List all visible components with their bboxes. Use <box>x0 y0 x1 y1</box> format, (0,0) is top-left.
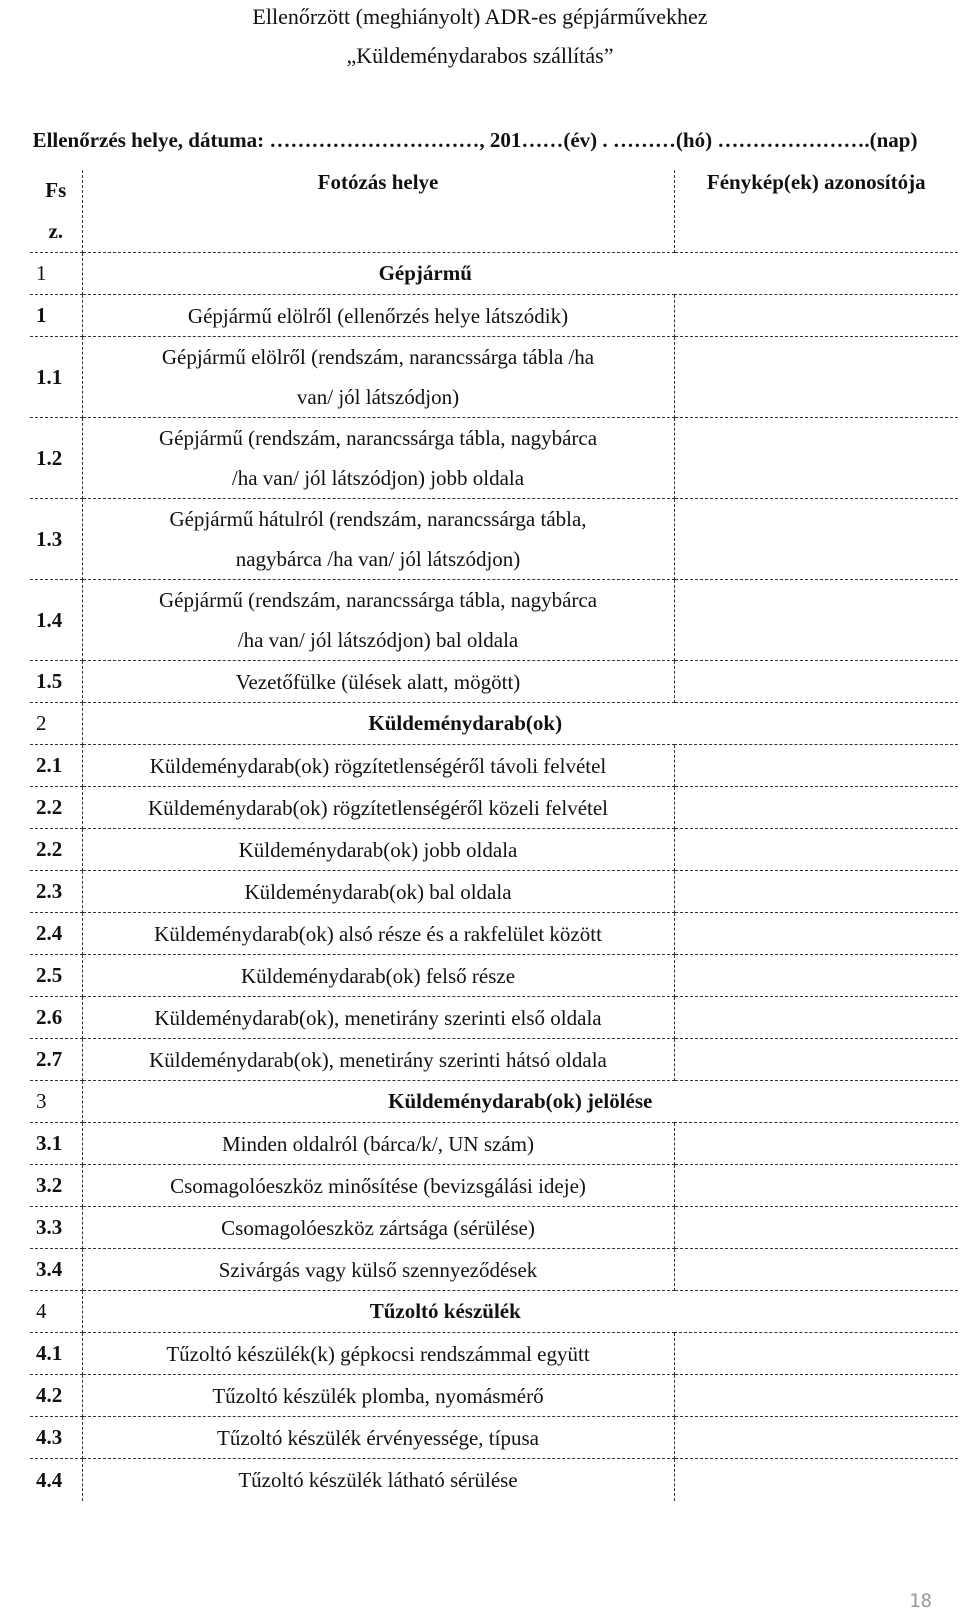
row-place-line1: Küldeménydarab(ok) rögzítetlenségéről távoli felvétel <box>149 753 607 778</box>
section-header-row <box>30 253 958 295</box>
section-title-cell: Gépjármű <box>82 253 958 295</box>
row-photo-id-cell <box>674 418 958 499</box>
row-place-cell <box>82 1333 674 1375</box>
document-title: Ellenőrzött (meghiányolt) ADR-es gépjárművekhez <box>252 4 708 29</box>
row-place-line1: Küldeménydarab(ok), menetirány szerinti hátsó oldala <box>149 1047 607 1072</box>
row-photo-id-cell <box>674 1249 958 1291</box>
row-place-line1: Küldeménydarab(ok) bal oldala <box>244 879 512 904</box>
header-photo-id-cell: Fénykép(ek) azonosítója <box>674 170 958 253</box>
section-number-cell: 2 <box>30 703 82 745</box>
row-number-cell: 2.1 <box>30 745 82 787</box>
row-place-line1: Tűzoltó készülék(k) gépkocsi rendszámmal együtt <box>166 1341 590 1366</box>
row-place-line1: Tűzoltó készülék érvényessége, típusa <box>217 1425 539 1450</box>
table-row <box>30 871 958 913</box>
row-place-cell <box>82 580 674 661</box>
row-place-line1: Gépjármű elölről (rendszám, narancssárga tábla /ha <box>161 345 595 369</box>
section-title-cell: Tűzoltó készülék <box>82 1291 958 1333</box>
row-photo-id-cell <box>674 499 958 580</box>
section-header-row <box>30 1081 958 1123</box>
row-photo-id-cell <box>674 1375 958 1417</box>
row-photo-id-cell <box>674 1333 958 1375</box>
row-number-cell: 1.3 <box>30 499 82 580</box>
row-place-line1: Csomagolóeszköz minősítése (bevizsgálási ideje) <box>170 1173 586 1198</box>
row-place-line1: Gépjármű (rendszám, narancssárga tábla, nagybárca <box>158 426 598 450</box>
row-place-cell <box>82 661 674 703</box>
table-row <box>30 745 958 787</box>
section-title-cell: Küldeménydarab(ok) <box>82 703 958 745</box>
row-number-cell: 1 <box>30 295 82 337</box>
row-photo-id-cell <box>674 745 958 787</box>
row-number-cell: 4.2 <box>30 1375 82 1417</box>
row-place-cell <box>82 418 674 499</box>
table-row <box>30 829 958 871</box>
table-row <box>30 1039 958 1081</box>
row-place-line2: /ha van/ jól látszódjon) bal oldala <box>237 628 519 652</box>
row-place-cell <box>82 871 674 913</box>
row-place-line1: Vezetőfülke (ülések alatt, mögött) <box>235 669 521 694</box>
row-photo-id-cell <box>674 1459 958 1502</box>
row-photo-id-cell <box>674 1123 958 1165</box>
row-place-line1: Küldeménydarab(ok) alsó része és a rakfelület között <box>154 921 602 946</box>
row-number-cell: 1.1 <box>30 337 82 418</box>
table-row <box>30 1165 958 1207</box>
row-place-cell <box>82 787 674 829</box>
row-place-line1: Minden oldalról (bárca/k/, UN szám) <box>222 1131 534 1156</box>
row-place-cell <box>82 1459 674 1502</box>
row-photo-id-cell <box>674 1207 958 1249</box>
row-place-cell <box>82 1039 674 1081</box>
table-row <box>30 580 958 661</box>
row-photo-id-cell <box>674 997 958 1039</box>
row-number-cell: 2.2 <box>30 829 82 871</box>
row-number-cell: 2.4 <box>30 913 82 955</box>
row-place-line1: Gépjármű hátulról (rendszám, narancssárga tábla, <box>169 507 587 531</box>
row-place-line1: Tűzoltó készülék látható sérülése <box>238 1468 518 1492</box>
row-number-cell: 1.4 <box>30 580 82 661</box>
section-title-cell: Küldeménydarab(ok) jelölése <box>82 1081 958 1123</box>
row-place-cell <box>82 829 674 871</box>
section-number-cell: 4 <box>30 1291 82 1333</box>
row-place-cell <box>82 1123 674 1165</box>
row-number-cell: 3.2 <box>30 1165 82 1207</box>
row-place-line2: /ha van/ jól látszódjon) jobb oldala <box>231 466 525 490</box>
table-row <box>30 418 958 499</box>
row-number-cell: 3.1 <box>30 1123 82 1165</box>
row-place-line1: Küldeménydarab(ok) felső része <box>240 963 516 988</box>
row-place-cell <box>82 997 674 1039</box>
row-place-cell <box>82 1249 674 1291</box>
row-place-line1: Küldeménydarab(ok) jobb oldala <box>238 837 518 862</box>
row-place-line1: Csomagolóeszköz zártsága (sérülése) <box>221 1215 535 1240</box>
table-row <box>30 955 958 997</box>
document-subtitle: „Küldeménydarabos szállítás” <box>346 43 614 68</box>
row-place-cell <box>82 955 674 997</box>
header-number-cell <box>30 170 82 253</box>
section-number-cell: 1 <box>30 253 82 295</box>
row-number-cell: 4.3 <box>30 1417 82 1459</box>
row-place-line1: Küldeménydarab(ok), menetirány szerinti első oldala <box>154 1005 602 1030</box>
header-number-line2: z. <box>48 219 64 243</box>
table-row <box>30 1375 958 1417</box>
row-number-cell: 4.4 <box>30 1459 82 1502</box>
row-place-cell <box>82 337 674 418</box>
row-place-cell <box>82 499 674 580</box>
row-photo-id-cell <box>674 955 958 997</box>
table-header-row <box>30 170 958 253</box>
row-place-line1: Küldeménydarab(ok) rögzítetlenségéről közeli felvétel <box>147 795 609 820</box>
table-row <box>30 1207 958 1249</box>
row-photo-id-cell <box>674 829 958 871</box>
row-number-cell: 3.3 <box>30 1207 82 1249</box>
row-place-cell <box>82 1375 674 1417</box>
row-place-cell <box>82 913 674 955</box>
section-header-row <box>30 703 958 745</box>
row-place-line1: Tűzoltó készülék plomba, nyomásmérő <box>212 1383 544 1408</box>
section-number-cell: 3 <box>30 1081 82 1123</box>
row-place-cell <box>82 295 674 337</box>
row-place-line1: Gépjármű (rendszám, narancssárga tábla, nagybárca <box>158 588 598 612</box>
row-photo-id-cell <box>674 1165 958 1207</box>
page-number: 18 <box>909 1590 932 1612</box>
row-number-cell: 1.2 <box>30 418 82 499</box>
table-row <box>30 913 958 955</box>
row-number-cell: 4.1 <box>30 1333 82 1375</box>
table-row <box>30 499 958 580</box>
row-place-cell <box>82 1417 674 1459</box>
row-place-line2: van/ jól látszódjon) <box>296 385 460 409</box>
row-number-cell: 1.5 <box>30 661 82 703</box>
row-photo-id-cell <box>674 1417 958 1459</box>
table-row <box>30 787 958 829</box>
header-number-line1: Fs <box>45 178 67 202</box>
row-number-cell: 2.5 <box>30 955 82 997</box>
row-photo-id-cell <box>674 661 958 703</box>
header-place-cell: Fotózás helye <box>82 170 674 253</box>
row-photo-id-cell <box>674 295 958 337</box>
row-place-cell <box>82 1165 674 1207</box>
row-place-line1: Szivárgás vagy külső szennyeződések <box>218 1257 538 1282</box>
row-number-cell: 2.2 <box>30 787 82 829</box>
row-photo-id-cell <box>674 787 958 829</box>
row-photo-id-cell <box>674 337 958 418</box>
table-row <box>30 1417 958 1459</box>
row-number-cell: 3.4 <box>30 1249 82 1291</box>
row-photo-id-cell <box>674 913 958 955</box>
table-row <box>30 337 958 418</box>
row-number-cell: 2.7 <box>30 1039 82 1081</box>
table-row <box>30 1333 958 1375</box>
row-place-line2: nagybárca /ha van/ jól látszódjon) <box>235 547 521 571</box>
row-photo-id-cell <box>674 580 958 661</box>
table-row <box>30 295 958 337</box>
row-number-cell: 2.3 <box>30 871 82 913</box>
section-header-row <box>30 1291 958 1333</box>
row-place-cell <box>82 1207 674 1249</box>
row-photo-id-cell <box>674 1039 958 1081</box>
table-row <box>30 661 958 703</box>
row-place-line1: Gépjármű elölről (ellenőrzés helye látszódik) <box>187 303 569 328</box>
table-row <box>30 1123 958 1165</box>
row-number-cell: 2.6 <box>30 997 82 1039</box>
row-photo-id-cell <box>674 871 958 913</box>
row-place-cell <box>82 745 674 787</box>
inspection-place-date-line: Ellenőrzés helye, dátuma: …………………………, 201……(év) . ………(hó) ………………….(nap) <box>32 128 918 152</box>
photo-documentation-table <box>30 170 958 1501</box>
table-row <box>30 997 958 1039</box>
table-row <box>30 1459 958 1502</box>
table-row <box>30 1249 958 1291</box>
